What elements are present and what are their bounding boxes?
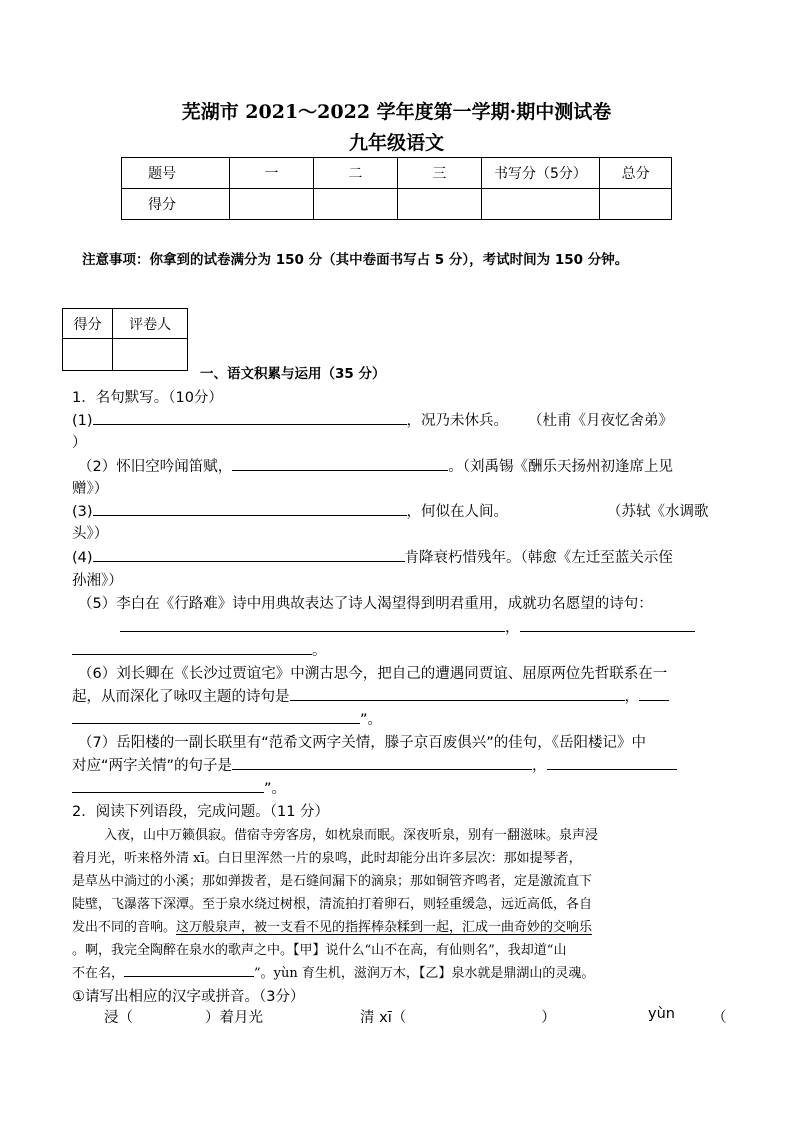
q2-sub-1-answer-4: （ xyxy=(712,1010,727,1026)
item-number: (1) xyxy=(72,413,93,429)
passage-line: 是草丛中淌过的小溪；那如弹拨者，是石缝间漏下的滴泉；那如铜管齐鸣者，定是激流直下 xyxy=(72,874,593,889)
score-cell xyxy=(600,189,672,220)
blank-line[interactable] xyxy=(124,963,254,977)
q1-item-5-blanks-2 xyxy=(72,639,327,660)
answer-text: 清 xī（ xyxy=(360,1010,407,1026)
answer-text: 浸（ xyxy=(104,1010,133,1026)
q1-item-6-line3 xyxy=(72,708,382,729)
punct: 。 xyxy=(312,643,327,659)
q1-item-3 xyxy=(72,500,508,521)
passage-line: 。啊，我完全陶醉在泉水的歌声之中。【甲】说什么“山不在高，有仙则名”，我却道“山 xyxy=(72,943,567,958)
passage-line xyxy=(72,916,592,935)
item-text: ，何似在人间。 xyxy=(406,504,509,520)
item-text: 肯降衰朽惜残年。（韩愈《左迁至蓝关示侄 xyxy=(404,550,673,566)
notice-text: 注意事项：你拿到的试卷满分为 150 分（其中卷面书写占 5 分），考试时间为 150 分钟。 xyxy=(82,252,629,268)
blank-line[interactable] xyxy=(232,455,448,471)
passage-line: 陡壁，飞瀑落下深潭。至于泉水绕过树根，清流拍打着卵石，则轻重缓急，远近高低，各自 xyxy=(72,897,593,912)
item-text: 。（刘禹锡《酬乐天扬州初逢席上见 xyxy=(448,459,673,475)
answer-text: ） xyxy=(541,1010,556,1026)
score-row-label: 得分 xyxy=(122,189,230,220)
blank-line[interactable] xyxy=(93,546,405,562)
blank-line[interactable] xyxy=(520,616,695,632)
passage-text: 不在名， xyxy=(72,966,125,981)
passage-line: 着月光，听来格外清 xī。白日里浑然一片的泉鸣，此时却能分出许多层次：那如提琴者， xyxy=(72,851,582,866)
blank-line[interactable] xyxy=(72,708,360,724)
q1-item-3-source: （苏轼《水调歌 xyxy=(607,504,709,520)
punct: ， xyxy=(624,689,639,705)
score-header-cell: 书写分（5分） xyxy=(481,158,599,189)
item-text: 对应“两字关情”的句子是 xyxy=(72,758,233,774)
section-title: 一、语文积累与运用（35 分） xyxy=(200,366,386,382)
q1-item-7-line3 xyxy=(72,777,286,798)
score-header-cell: 二 xyxy=(313,158,397,189)
item-text: 起，从而深化了咏叹主题的诗句是 xyxy=(72,689,290,705)
punct: ”。 xyxy=(360,712,383,728)
blank-line[interactable] xyxy=(639,685,669,701)
punct: ， xyxy=(532,758,547,774)
q1-item-1 xyxy=(72,409,508,430)
blank-line[interactable] xyxy=(93,500,407,516)
q1-stem: 1．名句默写。（10分） xyxy=(72,390,223,406)
grader-score-cell xyxy=(63,339,113,371)
score-header-cell: 总分 xyxy=(600,158,672,189)
blank-line[interactable] xyxy=(72,639,312,655)
score-header-cell: 题号 xyxy=(122,158,230,189)
q2-sub-1: ①请写出相应的汉字或拼音。（3分） xyxy=(72,989,305,1005)
passage-line xyxy=(72,962,594,981)
answer-text: ）着月光 xyxy=(205,1010,263,1026)
q1-item-2 xyxy=(78,455,673,476)
blank-line[interactable] xyxy=(72,777,264,793)
q2-sub-1-answer-2 xyxy=(360,1006,556,1027)
blank-line[interactable] xyxy=(232,754,532,770)
item-number: (3) xyxy=(72,504,93,520)
passage-text: 发出不同的音响。 xyxy=(72,920,177,935)
q1-item-1-tail: ） xyxy=(72,435,87,451)
q1-item-2-tail: 赠》） xyxy=(72,481,109,497)
score-header-cell: 三 xyxy=(397,158,481,189)
q1-item-3-tail: 头》） xyxy=(72,526,109,542)
score-table-header-row xyxy=(122,158,672,189)
exam-subtitle: 九年级语文 xyxy=(348,132,444,154)
blank-line[interactable] xyxy=(547,754,677,770)
score-header-cell: 一 xyxy=(230,158,314,189)
score-table xyxy=(121,157,672,220)
grader-name-label: 评卷人 xyxy=(113,309,188,339)
score-cell xyxy=(397,189,481,220)
blank-line[interactable] xyxy=(290,685,625,701)
punct: ”。 xyxy=(264,781,287,797)
score-cell xyxy=(481,189,599,220)
q1-item-5-blanks xyxy=(120,616,695,637)
passage-text: ”。yùn 育生机，滋润万木，【乙】泉水就是鼎湖山的灵魂。 xyxy=(254,966,595,981)
score-cell xyxy=(230,189,314,220)
q2-sub-1-answer xyxy=(104,1006,263,1027)
q1-item-6: （6）刘长卿在《长沙过贾谊宅》中溯古思今，把自己的遭遇同贾谊、屈原两位先哲联系在一 xyxy=(78,666,668,682)
punct: ， xyxy=(505,620,520,636)
score-table-value-row xyxy=(122,189,672,220)
score-cell xyxy=(313,189,397,220)
blank-line[interactable] xyxy=(120,616,505,632)
blank-line[interactable] xyxy=(93,409,407,425)
q1-item-4-tail: 孙湘》） xyxy=(72,573,123,589)
q1-item-5: （5）李白在《行路难》诗中用典故表达了诗人渴望得到明君重用，成就功名愿望的诗句： xyxy=(78,596,653,612)
grader-score-label: 得分 xyxy=(63,309,113,339)
q2-stem: 2．阅读下列语段，完成问题。（11 分） xyxy=(72,804,330,820)
item-text: ，况乃未休兵。 xyxy=(406,413,509,429)
q1-item-4 xyxy=(72,546,673,567)
item-number: (4) xyxy=(72,550,93,566)
underlined-sentence: 这万般泉声，被一支看不见的指挥棒杂糅到一起，汇成一曲奇妙的交响乐 xyxy=(176,920,593,935)
passage-line: 入夜，山中万籁俱寂。借宿寺旁客房，如枕泉而眠。深夜听泉，别有一翻滋味。泉声浸 xyxy=(104,828,599,843)
exam-title: 芜湖市 2021～2022 学年度第一学期·期中测试卷 xyxy=(181,101,612,123)
q1-item-7-line2 xyxy=(72,754,677,775)
q1-item-6-line2 xyxy=(72,685,669,706)
item-text: （2）怀旧空吟闻笛赋， xyxy=(78,459,233,475)
grader-table xyxy=(62,308,188,371)
q1-item-1-source: （杜甫《月夜忆舍弟》 xyxy=(528,413,673,429)
q2-sub-1-answer-3: yùn xyxy=(648,1006,675,1022)
q1-item-7: （7）岳阳楼的一副长联里有“范希文两字关情，滕子京百废俱兴”的佳句，《岳阳楼记》中 xyxy=(78,735,646,751)
grader-name-cell xyxy=(113,339,188,371)
